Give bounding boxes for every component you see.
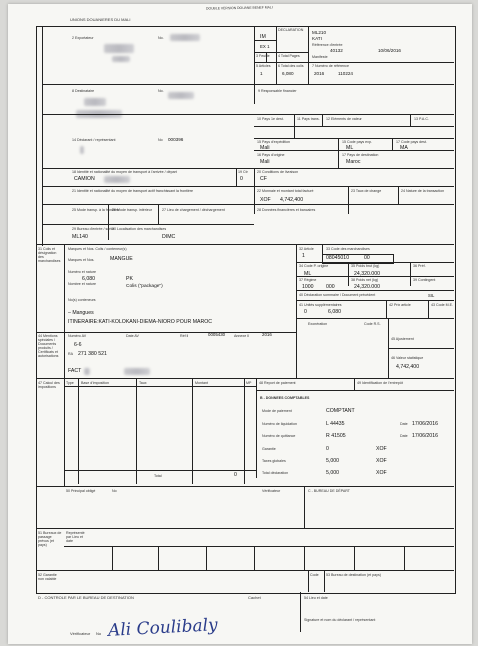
redacted-invoice-ref xyxy=(124,368,150,375)
invoice-total-label: 22 Monnaie et montant total facturé xyxy=(257,189,314,193)
decl-date: 10/06/2016 xyxy=(378,48,401,53)
receipt-label: Numéro de quittance xyxy=(262,434,296,438)
packages-count: 6,080 xyxy=(82,276,95,282)
border-mode-label: 25 Mode transp. à la frontière xyxy=(72,208,119,212)
goods-side-label: 31 Colis et désignation des marchandises xyxy=(38,247,61,263)
goods-desc-1: – Mangues xyxy=(68,310,94,316)
consignee-no-label: No. xyxy=(158,89,164,93)
global-taxes-label: Taxes globales xyxy=(262,459,286,463)
supp-units-label: 41 Unités supplémentaires xyxy=(299,303,342,307)
transport-18-value: CAMION xyxy=(74,176,95,182)
ctr-label: 19 Ctr xyxy=(238,170,248,174)
ref-number-label: 7 Numéro de référence xyxy=(312,64,349,68)
country-dest-code-label: 17 Code pays dest. xyxy=(396,140,427,144)
liquidation-date-label: Date xyxy=(400,422,408,426)
principal-label: 50 Principal obligé xyxy=(66,489,96,493)
liquidation-date: 17/06/2016 xyxy=(412,421,438,427)
guarantee-value: 0 xyxy=(326,446,329,452)
exemption-label: Exonération xyxy=(308,322,328,326)
article-value: 1 xyxy=(302,253,305,259)
country-dest-code: MA xyxy=(400,145,408,151)
destination-office-label: 53 Bureau de destination (et pays) xyxy=(326,573,381,577)
redacted-vehicle-id xyxy=(104,176,130,183)
goods-desc-2: ITINERAIRE:KATI-KOLOKANI-DIEMA-NIORO POUR MAROC xyxy=(68,319,213,325)
transport-21-label: 21 Identité et nationalité du moyen de transport actif franchissant la frontière xyxy=(72,189,194,193)
country-destination-value: Maroc xyxy=(346,159,361,165)
quota-label: 39 Contingent xyxy=(413,278,436,282)
item-price-label: 42 Prix article xyxy=(389,303,411,307)
numbers-label: Numéro et nature xyxy=(68,270,96,274)
control-verifier-no-label: No xyxy=(96,631,102,636)
ref-ii-value: 0005430 xyxy=(208,332,226,337)
regime-label: 37 Régime xyxy=(299,278,317,282)
tax-col-base: Base d'imposition xyxy=(81,381,110,385)
ra-value: 271 380 521 xyxy=(78,351,107,357)
article-label: 32 Article xyxy=(299,247,314,251)
delivery-terms-value: CF xyxy=(260,176,267,182)
tax-col-type: Type xyxy=(66,381,74,385)
declaration-label: DECLARATION xyxy=(278,28,304,32)
tax-total-label: Total xyxy=(154,474,162,478)
items-value: 1 xyxy=(260,71,263,76)
delivery-terms-label: 20 Conditions de livraison xyxy=(257,170,299,174)
statistical-value-label: 46 Valeur statistique xyxy=(391,356,424,360)
accounting-title: B - DONNEES COMPTABLES xyxy=(260,396,310,400)
marks-label: Marques et Nos. Colis / conteneur(s) xyxy=(68,247,127,251)
consignee-label: 8 Destinataire xyxy=(72,89,95,93)
country-first-dest-label: 10 Pays 1e dest. xyxy=(257,117,284,121)
code-label: Code xyxy=(310,573,319,577)
taxes-side-label: 47 Calcul des impositions xyxy=(38,381,60,389)
net-weight-value: 24,320.000 xyxy=(354,284,380,290)
cachet-label: Cachet xyxy=(248,595,261,600)
fact-label: FACT xyxy=(68,368,82,374)
annex-ii-label: Annexe II xyxy=(234,334,250,338)
code-line: 6-6 xyxy=(74,342,82,348)
redacted-invoice-no xyxy=(84,368,90,375)
marks-no-label: Marques et Nos. xyxy=(68,258,95,262)
global-taxes-currency: XOF xyxy=(376,458,387,464)
declaration-total-currency: XOF xyxy=(376,470,387,476)
receipt-value: R 41505 xyxy=(326,433,346,439)
declarant-no-label: No xyxy=(158,138,163,142)
warehouse-id-label: 49 Identification de l'entrepôt xyxy=(357,381,403,385)
ref-number-value: 110224 xyxy=(338,71,353,76)
payment-mode-value: COMPTANT xyxy=(326,408,355,414)
declaration-total-label: Total déclaration xyxy=(262,471,289,475)
liquidation-value: L 44435 xyxy=(326,421,345,427)
packages-total-label: 6 Total des colis xyxy=(278,64,304,68)
origin-code-label: 34 Code P. origine xyxy=(299,264,329,268)
customs-declaration-sheet xyxy=(8,4,472,644)
inland-mode-label: 26 Mode transp. intérieur xyxy=(112,208,152,212)
count-nature-label: Nombre et nature xyxy=(68,282,96,286)
exit-office-value: ML140 xyxy=(72,234,88,240)
redacted-exporter-name xyxy=(104,44,134,53)
loading-place-label: 27 Lieu de chargement / déchargement xyxy=(162,208,225,212)
global-taxes-value: 5,000 xyxy=(326,458,339,464)
invoice-currency: XOF xyxy=(260,197,271,203)
departure-office-title: C - BUREAU DE DÉPART xyxy=(308,489,350,493)
av-date-label: Date AV xyxy=(126,334,139,338)
packages-kind: PK xyxy=(126,276,133,282)
payment-mode-label: Mode de paiement xyxy=(262,409,292,413)
ra-label: RA xyxy=(68,352,73,356)
regime-value: 1000 xyxy=(302,284,314,290)
exchange-rate-label: 23 Taux de change xyxy=(351,189,382,193)
country-dispatch-code: ML xyxy=(346,145,354,151)
method-code-label: 43 Code M.E. xyxy=(431,303,453,307)
decl-regime: EX 1 xyxy=(260,44,270,49)
country-dispatch-label: 15 Pays d'expédition xyxy=(257,140,291,144)
supp-units-value: 6,080 xyxy=(328,309,341,315)
mentions-side-label: 44 Mentions spéciales / Documents produits / Certificats et autorisations xyxy=(38,334,59,358)
origin-code-value: ML xyxy=(304,271,312,277)
containers-label: No(s) conteneurs xyxy=(68,298,96,302)
declarant-no-value: 000396 xyxy=(168,137,184,142)
ref-ii-label: Réf ll xyxy=(180,334,189,338)
page-label: 3 Feuille xyxy=(256,54,270,58)
decl-type: IM xyxy=(260,34,266,40)
manifest-label: Manifeste xyxy=(312,55,328,59)
redacted-declarant-name xyxy=(80,146,84,154)
hs-code-label: 33 Code des marchandises xyxy=(326,247,370,251)
previous-doc-value: SIL xyxy=(428,293,435,298)
declarant-signature-label: Signature et nom du déclarant / représentant xyxy=(304,618,376,622)
ref-entry-label: Référence d'entrée xyxy=(312,43,343,47)
av-number-label: Numéro AV xyxy=(68,334,87,338)
previous-doc-label: 40 Déclaration sommaire / Document précédent xyxy=(299,293,376,297)
verifier-label: Vérificateur xyxy=(262,489,281,493)
redacted-exporter-address xyxy=(112,56,130,62)
redacted-consignee-name xyxy=(84,98,106,106)
liquidation-label: Numéro de liquidation xyxy=(262,422,297,426)
country-dispatch-code-label: 15 Code pays exp. xyxy=(342,140,372,144)
tax-col-rate: Taux xyxy=(139,381,147,385)
represented-label: Représenté par Lieu et date xyxy=(66,531,85,543)
declaration-total-value: 5,000 xyxy=(326,470,339,476)
gross-weight-value: 24,320.000 xyxy=(354,271,380,277)
preference-label: 36 Préf. xyxy=(413,264,426,268)
control-verifier-label: Vérificateur xyxy=(70,631,91,636)
guarantee-label: Garantie xyxy=(262,447,276,451)
top-note: DOUBLE VERSION DOUANE BENEF MALI xyxy=(205,5,273,11)
packages-total-value: 6,080 xyxy=(282,71,294,76)
goods-location-label: 30 Localisation des marchandises xyxy=(112,227,167,231)
tax-total-value: 0 xyxy=(234,472,237,478)
ref-number-year: 2016 xyxy=(314,71,325,76)
country-dispatch-value: Mali xyxy=(260,145,270,151)
financial-data-label: 28 Données financières et bancaires xyxy=(257,208,316,212)
exit-office-label: 29 Bureau d'entrée / sortie xyxy=(72,227,115,231)
receipt-date-label: Date xyxy=(400,434,408,438)
country-origin-value: Mali xyxy=(260,159,270,165)
tax-col-mp: MP xyxy=(246,381,252,385)
guarantee-invalid-label: 52 Garantie non valable xyxy=(38,573,57,581)
hs-code-value: 08045010 xyxy=(326,255,350,261)
form-title: UNIONS DOUANIERES DU MALI xyxy=(70,17,131,22)
decl-office-name: KATI xyxy=(312,36,322,41)
financial-responsible-label: 9 Responsable financier xyxy=(258,89,297,93)
payment-deferral-label: 48 Report de paiement xyxy=(259,381,296,385)
value-elements-label: 12 Eléments de valeur xyxy=(326,117,362,121)
items-label: 5 Articles xyxy=(256,64,271,68)
declarant-label: 14 Déclarant / représentant xyxy=(72,138,116,142)
receipt-date: 17/06/2016 xyxy=(412,433,438,439)
guarantee-currency: XOF xyxy=(376,446,387,452)
supp-units-zero: 0 xyxy=(304,309,307,315)
redacted-exporter-no xyxy=(170,34,200,41)
exporter-label: 2 Exportateur xyxy=(72,36,94,40)
verifier-signature: Ali Coulibaly xyxy=(107,615,219,641)
total-pages-label: 4 Total Pages xyxy=(278,54,300,58)
ctr-value: 0 xyxy=(240,176,243,182)
redacted-consignee-no xyxy=(168,92,194,99)
place-date-label: 54 Lieu et date xyxy=(304,596,328,600)
adjustment-label: 45 Ajustement xyxy=(391,337,414,341)
principal-no-label: No xyxy=(112,489,117,493)
transport-18-label: 18 Identité et nationalité du moyen de transport à l'arrivée / départ xyxy=(72,170,177,174)
packages-desc: Colis ("package") xyxy=(126,284,163,289)
tax-col-amount: Montant xyxy=(195,381,208,385)
decl-office-code: ML210 xyxy=(312,30,327,35)
decl-number: 40132 xyxy=(330,48,343,53)
pac-label: 13 P.A.C. xyxy=(414,117,429,121)
annex-ii-value: 2016 xyxy=(262,332,272,337)
hs-code-suffix: 00 xyxy=(364,255,370,261)
exporter-no-label: No. xyxy=(158,36,164,40)
net-weight-label: 38 Poids net (kg) xyxy=(351,278,379,282)
marks-value: MANGUE xyxy=(110,256,133,262)
country-transit-label: 11 Pays trans. xyxy=(297,117,320,121)
passage-side-label: 51 Bureaux de passage prévus (et pays) xyxy=(38,531,62,547)
code-rs-label: Code R.S. xyxy=(364,322,381,326)
country-destination-label: 17 Pays de destination xyxy=(342,153,379,157)
gross-weight-label: 35 Poids brut (kg) xyxy=(351,264,380,268)
country-origin-label: 16 Pays d'origine xyxy=(257,153,285,157)
regime-suffix: 000 xyxy=(326,284,335,290)
invoice-amount: 4,742,400 xyxy=(280,197,304,203)
destination-control-title: D - CONTROLE PAR LE BUREAU DE DESTINATION xyxy=(38,595,134,600)
statistical-value: 4,742,400 xyxy=(396,364,420,370)
transaction-nature-label: 24 Nature de la transaction xyxy=(401,189,445,193)
goods-location-value: DIMC xyxy=(162,234,176,240)
